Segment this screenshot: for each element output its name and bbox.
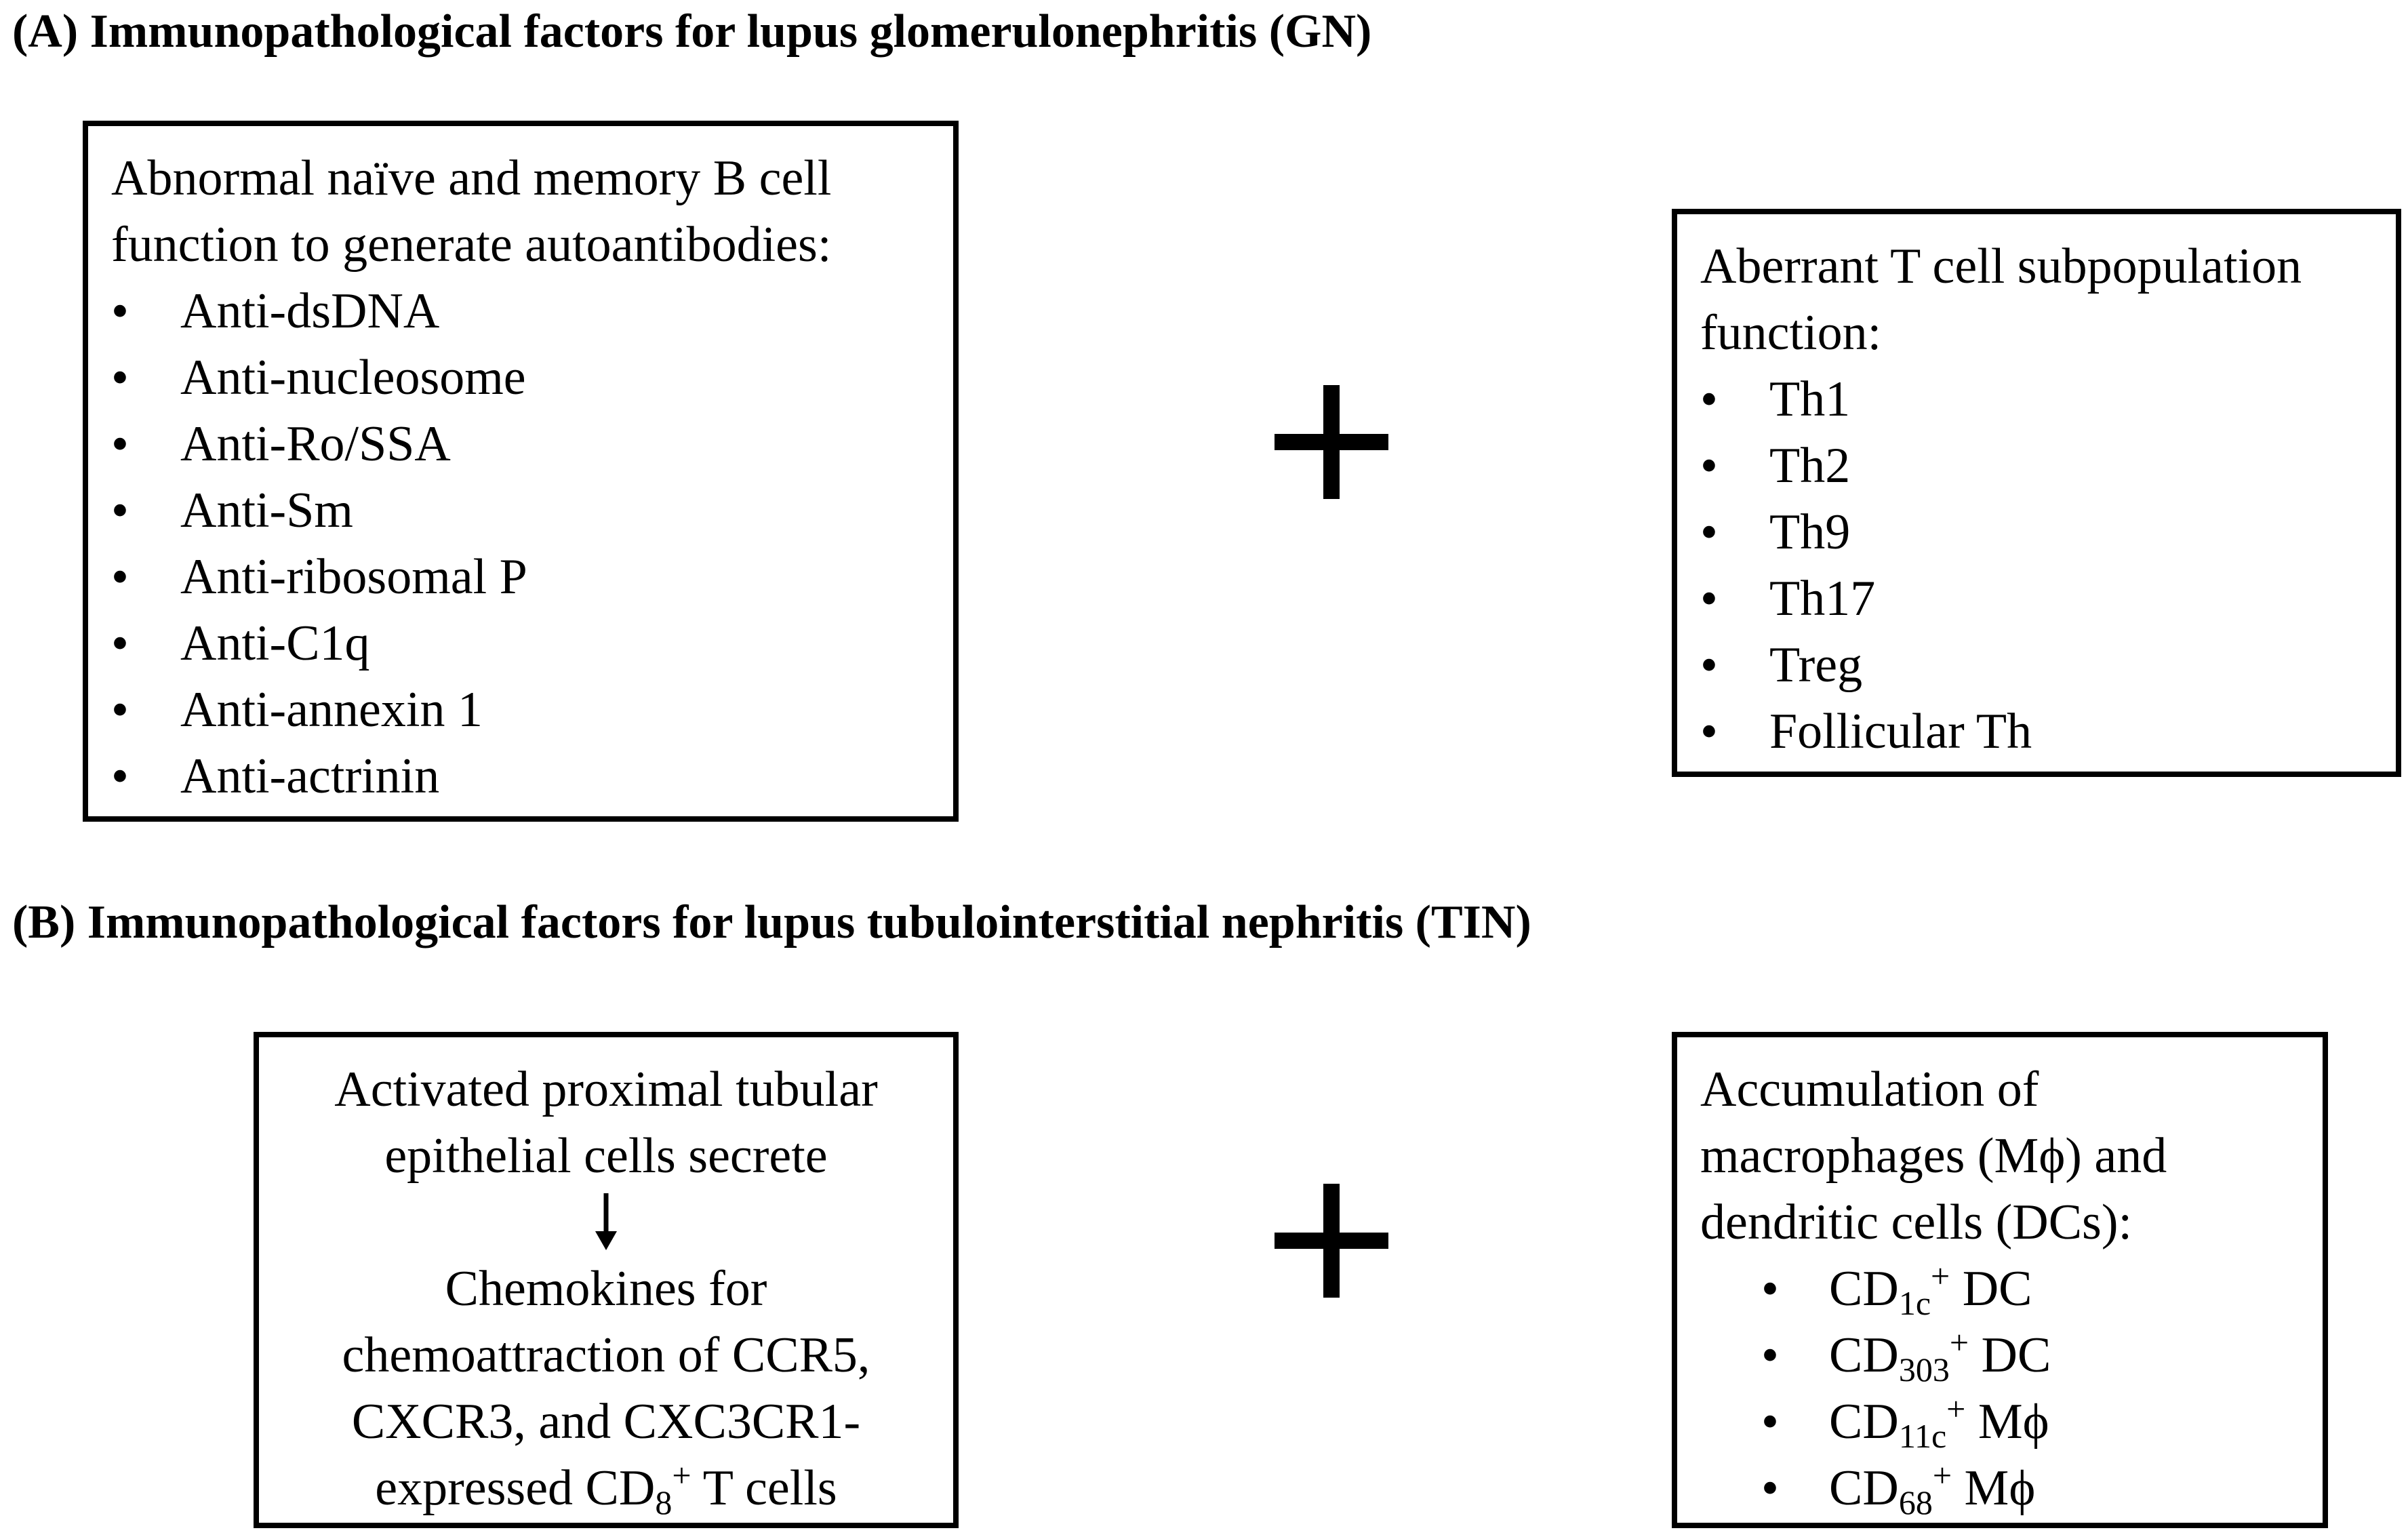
cell-marker-list [1761, 1256, 2323, 1521]
marker-rest: DC [1950, 1261, 2032, 1317]
marker-sup: + [1946, 1390, 1966, 1428]
marker-base: CD [1829, 1327, 1899, 1383]
ptec-line6-sub: 8 [655, 1483, 673, 1521]
list-item: • Th9 [1700, 499, 2396, 565]
section-b-title: (B) Immunopathological factors for lupus tubulointerstitial nephritis (TIN) [12, 896, 1531, 948]
marker-rest: Mϕ [1965, 1394, 2049, 1450]
ptec-line3: Chemokines for [445, 1261, 767, 1317]
ptec-line4: chemoattraction of CCR5, [342, 1327, 870, 1383]
list-item [1761, 1388, 2323, 1455]
mac-line3: dendritic cells (DCs): [1700, 1195, 2133, 1250]
plus-icon-graphic [1275, 385, 1388, 499]
marker-sup: + [1949, 1323, 1969, 1361]
list-item: • Anti-nucleosome [111, 344, 953, 411]
list-item: • Th17 [1700, 565, 2396, 632]
marker-sub: 1c [1898, 1284, 1931, 1322]
list-item: • Follicular Th [1700, 698, 2396, 765]
t-cell-list [1700, 366, 2396, 765]
ptec-line6-post: T cells [691, 1460, 837, 1516]
marker-base: CD [1829, 1460, 1899, 1516]
list-item: • Anti-annexin 1 [111, 677, 953, 743]
plus-icon-graphic [1275, 1184, 1388, 1298]
macrophage-dendritic-cell-box [1672, 1032, 2328, 1528]
mac-line1: Accumulation of [1700, 1062, 2039, 1117]
section-a-title: (A) Immunopathological factors for lupus glomerulonephritis (GN) [12, 5, 1372, 58]
marker-sup: + [1932, 1456, 1952, 1494]
marker-sub: 303 [1898, 1351, 1950, 1388]
list-item: • Anti-Sm [111, 477, 953, 544]
mac-line2: macrophages (Mϕ) and [1700, 1128, 2167, 1184]
b-cell-autoantibody-box [83, 121, 959, 822]
marker-sup: + [1931, 1257, 1950, 1295]
autoantibody-list [111, 278, 953, 810]
t-cell-box-heading-line1: Aberrant T cell subpopulation [1700, 239, 2302, 294]
list-item: • Anti-C1q [111, 610, 953, 677]
ptec-line2: epithelial cells secrete [384, 1128, 828, 1184]
tubular-epithelial-cells-box [254, 1032, 959, 1528]
list-item [1761, 1455, 2323, 1521]
marker-sub: 68 [1898, 1483, 1933, 1521]
b-cell-box-heading-line2: function to generate autoantibodies: [111, 217, 832, 273]
marker-sub: 11c [1898, 1417, 1947, 1455]
ptec-line6 [259, 1455, 953, 1521]
list-item: • Anti-ribosomal P [111, 544, 953, 610]
down-arrow-icon [259, 1189, 953, 1256]
plus-icon [1275, 385, 1388, 502]
ptec-line5: CXCR3, and CXC3CR1- [351, 1394, 861, 1450]
marker-rest: DC [1969, 1327, 2051, 1383]
ptec-line6-sup: + [672, 1456, 691, 1494]
list-item: • Anti-actrinin [111, 743, 953, 810]
ptec-line1: Activated proximal tubular [334, 1062, 878, 1117]
list-item: • Treg [1700, 632, 2396, 698]
list-item: • Th2 [1700, 433, 2396, 499]
b-cell-box-heading-line1: Abnormal naïve and memory B cell [111, 151, 832, 206]
t-cell-subpopulation-box [1672, 209, 2401, 777]
list-item: • Anti-Ro/SSA [111, 411, 953, 477]
list-item: • Anti-dsDNA [111, 278, 953, 344]
list-item [1761, 1322, 2323, 1388]
ptec-line6-pre: expressed CD [375, 1460, 656, 1516]
marker-rest: Mϕ [1952, 1460, 2036, 1516]
marker-base: CD [1829, 1261, 1899, 1317]
t-cell-box-heading-line2: function: [1700, 305, 1882, 361]
marker-base: CD [1829, 1394, 1899, 1450]
plus-icon [1275, 1184, 1388, 1301]
list-item [1761, 1256, 2323, 1322]
list-item: • Th1 [1700, 366, 2396, 433]
